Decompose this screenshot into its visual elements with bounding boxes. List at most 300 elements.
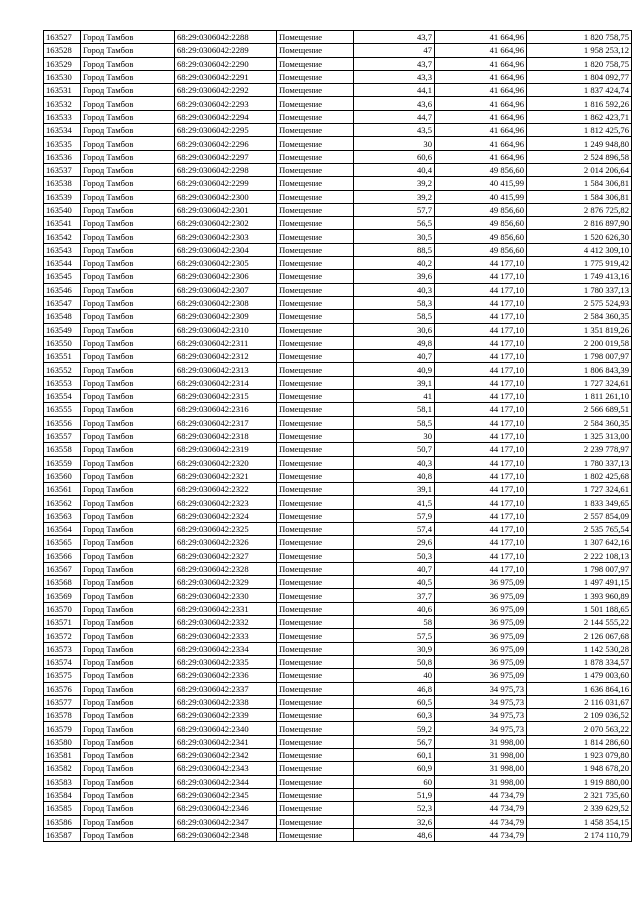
specific-value-cell: 44 177,10 (435, 549, 527, 562)
specific-value-cell: 44 177,10 (435, 429, 527, 442)
row-id-cell: 163544 (44, 257, 81, 270)
object-type-cell: Помещение (277, 549, 354, 562)
row-id-cell: 163549 (44, 323, 81, 336)
object-type-cell: Помещение (277, 323, 354, 336)
row-id-cell: 163543 (44, 243, 81, 256)
table-row (44, 709, 632, 722)
cadastral-number-cell: 68:29:0306042:2326 (175, 536, 277, 549)
cadastral-number-cell: 68:29:0306042:2323 (175, 496, 277, 509)
area-cell: 40,7 (354, 350, 435, 363)
object-type-cell: Помещение (277, 376, 354, 389)
table-row (44, 788, 632, 801)
cadastral-number-cell: 68:29:0306042:2290 (175, 57, 277, 70)
city-cell: Город Тамбов (81, 97, 175, 110)
object-type-cell: Помещение (277, 390, 354, 403)
city-cell: Город Тамбов (81, 642, 175, 655)
specific-value-cell: 31 998,00 (435, 735, 527, 748)
table-row (44, 137, 632, 150)
table-row (44, 589, 632, 602)
cadastral-number-cell: 68:29:0306042:2330 (175, 589, 277, 602)
specific-value-cell: 44 734,79 (435, 802, 527, 815)
specific-value-cell: 40 415,99 (435, 190, 527, 203)
cadastral-number-cell: 68:29:0306042:2321 (175, 469, 277, 482)
area-cell: 39,1 (354, 483, 435, 496)
row-id-cell: 163528 (44, 44, 81, 57)
row-id-cell: 163573 (44, 642, 81, 655)
area-cell: 41 (354, 390, 435, 403)
area-cell: 32,6 (354, 815, 435, 828)
cadastral-value-cell: 1 878 334,57 (527, 655, 632, 668)
cadastral-number-cell: 68:29:0306042:2311 (175, 336, 277, 349)
row-id-cell: 163533 (44, 110, 81, 123)
city-cell: Город Тамбов (81, 217, 175, 230)
specific-value-cell: 41 664,96 (435, 44, 527, 57)
object-type-cell: Помещение (277, 310, 354, 323)
table-row (44, 150, 632, 163)
area-cell: 60,5 (354, 695, 435, 708)
cadastral-value-cell: 1 775 919,42 (527, 257, 632, 270)
city-cell: Город Тамбов (81, 762, 175, 775)
table-row (44, 576, 632, 589)
city-cell: Город Тамбов (81, 390, 175, 403)
cadastral-value-cell: 1 636 864,16 (527, 682, 632, 695)
city-cell: Город Тамбов (81, 403, 175, 416)
object-type-cell: Помещение (277, 562, 354, 575)
row-id-cell: 163572 (44, 629, 81, 642)
city-cell: Город Тамбов (81, 496, 175, 509)
cadastral-value-cell: 1 814 286,60 (527, 735, 632, 748)
table-row (44, 456, 632, 469)
row-id-cell: 163557 (44, 429, 81, 442)
object-type-cell: Помещение (277, 137, 354, 150)
cadastral-number-cell: 68:29:0306042:2318 (175, 429, 277, 442)
cadastral-value-cell: 1 584 306,81 (527, 177, 632, 190)
table-row (44, 376, 632, 389)
cadastral-number-cell: 68:29:0306042:2337 (175, 682, 277, 695)
table-body (44, 31, 632, 842)
area-cell: 40,6 (354, 602, 435, 615)
row-id-cell: 163560 (44, 469, 81, 482)
specific-value-cell: 36 975,09 (435, 642, 527, 655)
cadastral-value-cell: 1 837 424,74 (527, 84, 632, 97)
specific-value-cell: 44 177,10 (435, 336, 527, 349)
specific-value-cell: 44 177,10 (435, 323, 527, 336)
area-cell: 40,7 (354, 562, 435, 575)
cadastral-number-cell: 68:29:0306042:2304 (175, 243, 277, 256)
table-row (44, 124, 632, 137)
cadastral-number-cell: 68:29:0306042:2314 (175, 376, 277, 389)
cadastral-value-cell: 2 524 896,58 (527, 150, 632, 163)
specific-value-cell: 41 664,96 (435, 57, 527, 70)
city-cell: Город Тамбов (81, 655, 175, 668)
table-row (44, 828, 632, 841)
specific-value-cell: 31 998,00 (435, 762, 527, 775)
object-type-cell: Помещение (277, 802, 354, 815)
cadastral-number-cell: 68:29:0306042:2293 (175, 97, 277, 110)
row-id-cell: 163582 (44, 762, 81, 775)
table-row (44, 390, 632, 403)
area-cell: 44,1 (354, 84, 435, 97)
cadastral-number-cell: 68:29:0306042:2320 (175, 456, 277, 469)
table-row (44, 695, 632, 708)
table-row (44, 44, 632, 57)
specific-value-cell: 44 177,10 (435, 296, 527, 309)
cadastral-number-cell: 68:29:0306042:2336 (175, 669, 277, 682)
object-type-cell: Помещение (277, 403, 354, 416)
cadastral-number-cell: 68:29:0306042:2309 (175, 310, 277, 323)
area-cell: 39,1 (354, 376, 435, 389)
cadastral-value-cell: 1 862 423,71 (527, 110, 632, 123)
cadastral-value-cell: 2 239 778,97 (527, 443, 632, 456)
row-id-cell: 163584 (44, 788, 81, 801)
cadastral-number-cell: 68:29:0306042:2338 (175, 695, 277, 708)
area-cell: 52,3 (354, 802, 435, 815)
row-id-cell: 163561 (44, 483, 81, 496)
cadastral-number-cell: 68:29:0306042:2295 (175, 124, 277, 137)
table-row (44, 243, 632, 256)
city-cell: Город Тамбов (81, 469, 175, 482)
object-type-cell: Помещение (277, 669, 354, 682)
object-type-cell: Помещение (277, 270, 354, 283)
specific-value-cell: 41 664,96 (435, 97, 527, 110)
specific-value-cell: 44 177,10 (435, 350, 527, 363)
area-cell: 57,7 (354, 203, 435, 216)
cadastral-value-cell: 1 249 948,80 (527, 137, 632, 150)
cadastral-value-cell: 1 948 678,20 (527, 762, 632, 775)
specific-value-cell: 49 856,60 (435, 230, 527, 243)
object-type-cell: Помещение (277, 150, 354, 163)
object-type-cell: Помещение (277, 828, 354, 841)
area-cell: 60,1 (354, 749, 435, 762)
specific-value-cell: 36 975,09 (435, 616, 527, 629)
cadastral-number-cell: 68:29:0306042:2315 (175, 390, 277, 403)
cadastral-number-cell: 68:29:0306042:2312 (175, 350, 277, 363)
cadastral-value-cell: 2 126 067,68 (527, 629, 632, 642)
cadastral-number-cell: 68:29:0306042:2305 (175, 257, 277, 270)
city-cell: Город Тамбов (81, 749, 175, 762)
row-id-cell: 163585 (44, 802, 81, 815)
table-row (44, 762, 632, 775)
city-cell: Город Тамбов (81, 283, 175, 296)
cadastral-number-cell: 68:29:0306042:2316 (175, 403, 277, 416)
row-id-cell: 163586 (44, 815, 81, 828)
cadastral-number-cell: 68:29:0306042:2297 (175, 150, 277, 163)
cadastral-number-cell: 68:29:0306042:2307 (175, 283, 277, 296)
object-type-cell: Помещение (277, 456, 354, 469)
cadastral-value-cell: 2 222 108,13 (527, 549, 632, 562)
cadastral-value-cell: 1 811 261,10 (527, 390, 632, 403)
cadastral-number-cell: 68:29:0306042:2335 (175, 655, 277, 668)
specific-value-cell: 44 177,10 (435, 469, 527, 482)
row-id-cell: 163566 (44, 549, 81, 562)
row-id-cell: 163562 (44, 496, 81, 509)
cadastral-value-cell: 1 727 324,61 (527, 483, 632, 496)
table-row (44, 536, 632, 549)
area-cell: 58,5 (354, 310, 435, 323)
object-type-cell: Помещение (277, 124, 354, 137)
cadastral-number-cell: 68:29:0306042:2303 (175, 230, 277, 243)
specific-value-cell: 41 664,96 (435, 124, 527, 137)
cadastral-value-cell: 1 820 758,75 (527, 31, 632, 44)
table-row (44, 682, 632, 695)
row-id-cell: 163536 (44, 150, 81, 163)
row-id-cell: 163555 (44, 403, 81, 416)
table-row (44, 84, 632, 97)
area-cell: 43,5 (354, 124, 435, 137)
specific-value-cell: 44 177,10 (435, 456, 527, 469)
table-row (44, 483, 632, 496)
specific-value-cell: 44 177,10 (435, 483, 527, 496)
specific-value-cell: 41 664,96 (435, 137, 527, 150)
city-cell: Город Тамбов (81, 616, 175, 629)
cadastral-number-cell: 68:29:0306042:2317 (175, 416, 277, 429)
object-type-cell: Помещение (277, 536, 354, 549)
cadastral-value-cell: 1 458 354,15 (527, 815, 632, 828)
object-type-cell: Помещение (277, 110, 354, 123)
object-type-cell: Помещение (277, 57, 354, 70)
area-cell: 30,6 (354, 323, 435, 336)
city-cell: Город Тамбов (81, 429, 175, 442)
cadastral-value-cell: 1 919 880,00 (527, 775, 632, 788)
cadastral-number-cell: 68:29:0306042:2294 (175, 110, 277, 123)
specific-value-cell: 44 734,79 (435, 788, 527, 801)
city-cell: Город Тамбов (81, 257, 175, 270)
cadastral-number-cell: 68:29:0306042:2331 (175, 602, 277, 615)
cadastral-number-cell: 68:29:0306042:2299 (175, 177, 277, 190)
cadastral-value-cell: 1 820 758,75 (527, 57, 632, 70)
object-type-cell: Помещение (277, 496, 354, 509)
object-type-cell: Помещение (277, 163, 354, 176)
cadastral-value-cell: 1 497 491,15 (527, 576, 632, 589)
row-id-cell: 163551 (44, 350, 81, 363)
object-type-cell: Помещение (277, 602, 354, 615)
object-type-cell: Помещение (277, 31, 354, 44)
table-row (44, 230, 632, 243)
area-cell: 50,7 (354, 443, 435, 456)
city-cell: Город Тамбов (81, 163, 175, 176)
cadastral-number-cell: 68:29:0306042:2334 (175, 642, 277, 655)
table-row (44, 363, 632, 376)
specific-value-cell: 44 734,79 (435, 828, 527, 841)
area-cell: 57,5 (354, 629, 435, 642)
specific-value-cell: 44 177,10 (435, 509, 527, 522)
cadastral-number-cell: 68:29:0306042:2298 (175, 163, 277, 176)
object-type-cell: Помещение (277, 735, 354, 748)
cadastral-value-cell: 2 014 206,64 (527, 163, 632, 176)
object-type-cell: Помещение (277, 283, 354, 296)
area-cell: 40,3 (354, 283, 435, 296)
city-cell: Город Тамбов (81, 695, 175, 708)
row-id-cell: 163569 (44, 589, 81, 602)
row-id-cell: 163576 (44, 682, 81, 695)
cadastral-number-cell: 68:29:0306042:2340 (175, 722, 277, 735)
table-row (44, 190, 632, 203)
area-cell: 51,9 (354, 788, 435, 801)
cadastral-number-cell: 68:29:0306042:2289 (175, 44, 277, 57)
table-row (44, 203, 632, 216)
city-cell: Город Тамбов (81, 722, 175, 735)
row-id-cell: 163579 (44, 722, 81, 735)
object-type-cell: Помещение (277, 296, 354, 309)
object-type-cell: Помещение (277, 177, 354, 190)
cadastral-number-cell: 68:29:0306042:2348 (175, 828, 277, 841)
area-cell: 37,7 (354, 589, 435, 602)
specific-value-cell: 34 975,73 (435, 709, 527, 722)
object-type-cell: Помещение (277, 788, 354, 801)
object-type-cell: Помещение (277, 709, 354, 722)
row-id-cell: 163581 (44, 749, 81, 762)
row-id-cell: 163534 (44, 124, 81, 137)
city-cell: Город Тамбов (81, 669, 175, 682)
row-id-cell: 163565 (44, 536, 81, 549)
area-cell: 30 (354, 137, 435, 150)
object-type-cell: Помещение (277, 642, 354, 655)
cadastral-value-cell: 1 307 642,16 (527, 536, 632, 549)
city-cell: Город Тамбов (81, 137, 175, 150)
area-cell: 58,5 (354, 416, 435, 429)
city-cell: Город Тамбов (81, 416, 175, 429)
cadastral-number-cell: 68:29:0306042:2300 (175, 190, 277, 203)
cadastral-value-cell: 1 806 843,39 (527, 363, 632, 376)
specific-value-cell: 44 177,10 (435, 270, 527, 283)
city-cell: Город Тамбов (81, 815, 175, 828)
row-id-cell: 163541 (44, 217, 81, 230)
object-type-cell: Помещение (277, 682, 354, 695)
city-cell: Город Тамбов (81, 124, 175, 137)
object-type-cell: Помещение (277, 775, 354, 788)
city-cell: Город Тамбов (81, 336, 175, 349)
area-cell: 60,6 (354, 150, 435, 163)
object-type-cell: Помещение (277, 815, 354, 828)
city-cell: Город Тамбов (81, 802, 175, 815)
cadastral-number-cell: 68:29:0306042:2313 (175, 363, 277, 376)
table-row (44, 549, 632, 562)
area-cell: 57,9 (354, 509, 435, 522)
object-type-cell: Помещение (277, 695, 354, 708)
cadastral-number-cell: 68:29:0306042:2292 (175, 84, 277, 97)
specific-value-cell: 41 664,96 (435, 150, 527, 163)
object-type-cell: Помещение (277, 483, 354, 496)
row-id-cell: 163545 (44, 270, 81, 283)
specific-value-cell: 36 975,09 (435, 629, 527, 642)
specific-value-cell: 40 415,99 (435, 177, 527, 190)
cadastral-value-cell: 1 142 530,28 (527, 642, 632, 655)
city-cell: Город Тамбов (81, 576, 175, 589)
cadastral-number-cell: 68:29:0306042:2346 (175, 802, 277, 815)
object-type-cell: Помещение (277, 416, 354, 429)
area-cell: 60 (354, 775, 435, 788)
specific-value-cell: 31 998,00 (435, 749, 527, 762)
row-id-cell: 163578 (44, 709, 81, 722)
specific-value-cell: 41 664,96 (435, 84, 527, 97)
object-type-cell: Помещение (277, 749, 354, 762)
cadastral-value-cell: 1 749 413,16 (527, 270, 632, 283)
object-type-cell: Помещение (277, 350, 354, 363)
city-cell: Город Тамбов (81, 562, 175, 575)
row-id-cell: 163542 (44, 230, 81, 243)
row-id-cell: 163554 (44, 390, 81, 403)
table-row (44, 429, 632, 442)
cadastral-value-table (43, 30, 632, 842)
city-cell: Город Тамбов (81, 110, 175, 123)
city-cell: Город Тамбов (81, 310, 175, 323)
object-type-cell: Помещение (277, 217, 354, 230)
specific-value-cell: 44 177,10 (435, 310, 527, 323)
table-row (44, 416, 632, 429)
area-cell: 30,5 (354, 230, 435, 243)
cadastral-value-cell: 1 804 092,77 (527, 70, 632, 83)
area-cell: 56,5 (354, 217, 435, 230)
cadastral-value-cell: 1 325 313,00 (527, 429, 632, 442)
area-cell: 58,3 (354, 296, 435, 309)
table-row (44, 97, 632, 110)
area-cell: 40 (354, 669, 435, 682)
specific-value-cell: 31 998,00 (435, 775, 527, 788)
table-row (44, 815, 632, 828)
specific-value-cell: 44 177,10 (435, 376, 527, 389)
table-row (44, 509, 632, 522)
specific-value-cell: 44 177,10 (435, 443, 527, 456)
city-cell: Город Тамбов (81, 456, 175, 469)
table-row (44, 110, 632, 123)
specific-value-cell: 49 856,60 (435, 163, 527, 176)
cadastral-value-cell: 1 923 079,80 (527, 749, 632, 762)
cadastral-value-cell: 1 501 188,65 (527, 602, 632, 615)
cadastral-value-cell: 1 727 324,61 (527, 376, 632, 389)
row-id-cell: 163575 (44, 669, 81, 682)
specific-value-cell: 44 177,10 (435, 403, 527, 416)
row-id-cell: 163530 (44, 70, 81, 83)
table-row (44, 283, 632, 296)
cadastral-number-cell: 68:29:0306042:2325 (175, 522, 277, 535)
cadastral-value-cell: 1 816 592,26 (527, 97, 632, 110)
specific-value-cell: 44 177,10 (435, 390, 527, 403)
object-type-cell: Помещение (277, 363, 354, 376)
specific-value-cell: 34 975,73 (435, 695, 527, 708)
cadastral-number-cell: 68:29:0306042:2319 (175, 443, 277, 456)
city-cell: Город Тамбов (81, 788, 175, 801)
table-row (44, 177, 632, 190)
city-cell: Город Тамбов (81, 44, 175, 57)
city-cell: Город Тамбов (81, 57, 175, 70)
row-id-cell: 163535 (44, 137, 81, 150)
cadastral-number-cell: 68:29:0306042:2347 (175, 815, 277, 828)
cadastral-value-cell: 2 584 360,35 (527, 310, 632, 323)
row-id-cell: 163548 (44, 310, 81, 323)
specific-value-cell: 36 975,09 (435, 655, 527, 668)
row-id-cell: 163577 (44, 695, 81, 708)
cadastral-value-cell: 1 780 337,13 (527, 456, 632, 469)
table-row (44, 163, 632, 176)
city-cell: Город Тамбов (81, 323, 175, 336)
cadastral-number-cell: 68:29:0306042:2324 (175, 509, 277, 522)
cadastral-value-cell: 1 393 960,89 (527, 589, 632, 602)
cadastral-value-cell: 2 321 735,60 (527, 788, 632, 801)
table-row (44, 496, 632, 509)
cadastral-value-cell: 1 798 007,97 (527, 562, 632, 575)
area-cell: 30,9 (354, 642, 435, 655)
specific-value-cell: 49 856,60 (435, 203, 527, 216)
specific-value-cell: 44 177,10 (435, 283, 527, 296)
row-id-cell: 163570 (44, 602, 81, 615)
cadastral-number-cell: 68:29:0306042:2332 (175, 616, 277, 629)
row-id-cell: 163553 (44, 376, 81, 389)
object-type-cell: Помещение (277, 243, 354, 256)
object-type-cell: Помещение (277, 762, 354, 775)
specific-value-cell: 41 664,96 (435, 70, 527, 83)
object-type-cell: Помещение (277, 522, 354, 535)
specific-value-cell: 36 975,09 (435, 669, 527, 682)
